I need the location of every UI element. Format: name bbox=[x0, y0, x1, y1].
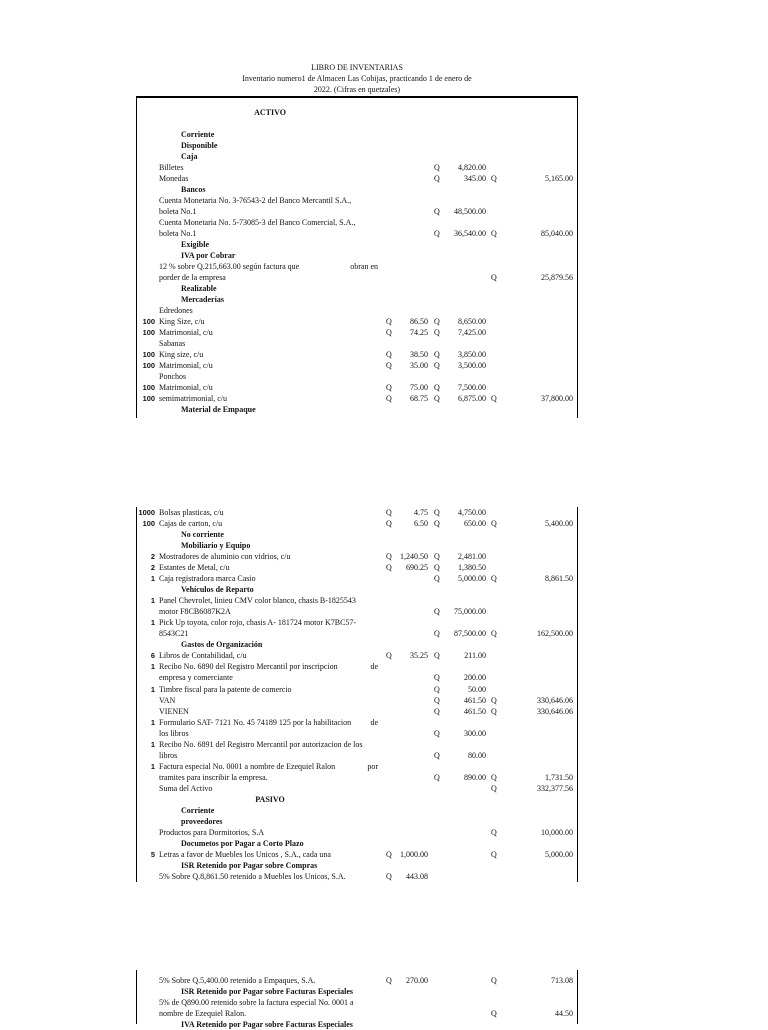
quantity-cell: 100 bbox=[142, 383, 155, 392]
amount-currency: Q bbox=[434, 394, 440, 403]
account-group-row bbox=[159, 816, 599, 827]
amount-currency: Q bbox=[434, 728, 440, 738]
ledger-row bbox=[137, 739, 577, 750]
ledger-row bbox=[137, 975, 577, 986]
total-currency: Q bbox=[491, 519, 497, 529]
description-cell: Ponchos bbox=[159, 372, 187, 381]
account-group-heading: IVA por Cobrar bbox=[181, 251, 236, 260]
description-cell: Cajas de carton, c/u bbox=[159, 519, 223, 529]
amount-currency: Q bbox=[434, 684, 440, 694]
amount-cell: 890.00 bbox=[464, 772, 486, 782]
account-group-row bbox=[159, 639, 599, 650]
description-cell: nombre de Ezequiel Ralon. bbox=[159, 1009, 247, 1018]
total-currency: Q bbox=[491, 629, 497, 639]
ledger-row bbox=[137, 551, 577, 562]
description-cell: libros bbox=[159, 750, 178, 760]
amount-cell: 3,850.00 bbox=[458, 350, 486, 359]
description-cell: 12 % sobre Q.215,663.00 según factura que bbox=[159, 262, 300, 271]
amount-currency: Q bbox=[434, 695, 440, 705]
total-currency: Q bbox=[491, 273, 497, 282]
description-cell: Mostradores de aluminio con vidrios, c/u bbox=[159, 552, 291, 562]
total-currency: Q bbox=[491, 174, 497, 183]
account-group-row bbox=[159, 540, 599, 551]
quantity-cell: 1 bbox=[150, 596, 155, 606]
unit-price-currency: Q bbox=[386, 328, 392, 337]
amount-currency: Q bbox=[434, 163, 440, 172]
account-group-row bbox=[159, 129, 599, 140]
unit-price-cell: 4.75 bbox=[414, 508, 428, 517]
quantity-cell: 2 bbox=[150, 563, 155, 573]
ledger-row bbox=[137, 228, 577, 239]
total-currency: Q bbox=[491, 976, 497, 985]
unit-price-cell: 86.50 bbox=[410, 317, 428, 326]
ledger-row bbox=[137, 772, 577, 783]
account-group-heading: Disponible bbox=[181, 141, 218, 150]
document-subtitle-line-1: Inventario numero1 de Almacen Las Cobijas, practicando 1 de enero de bbox=[242, 74, 472, 83]
amount-currency: Q bbox=[434, 519, 440, 529]
ledger-row bbox=[137, 628, 577, 639]
ledger-row bbox=[137, 1008, 577, 1019]
description-cell: Cuenta Monetaria No. 3-76543-2 del Banco Mercantil S.A., bbox=[159, 196, 352, 205]
amount-currency: Q bbox=[434, 207, 440, 216]
unit-price-currency: Q bbox=[386, 394, 392, 403]
description-continuation: de bbox=[370, 717, 378, 727]
description-cell: Monedas bbox=[159, 174, 189, 183]
unit-price-cell: 68.75 bbox=[410, 394, 428, 403]
description-cell: Letras a favor de Muebles los Unicos , S.A., cada una bbox=[159, 849, 331, 859]
description-cell: porder de la empresa bbox=[159, 273, 226, 282]
description-cell: Libros de Contabilidad, c/u bbox=[159, 651, 247, 661]
unit-price-currency: Q bbox=[386, 849, 392, 859]
account-group-row bbox=[159, 283, 599, 294]
ledger-row bbox=[137, 562, 577, 573]
unit-price-cell: 1,000.00 bbox=[400, 849, 428, 859]
total-cell: 332,377.56 bbox=[537, 783, 573, 793]
account-group-heading: Caja bbox=[181, 152, 198, 161]
ledger-row bbox=[137, 518, 577, 529]
description-cell: Pick Up toyota, color rojo, chasis A- 181724 motor K7BC57- bbox=[159, 618, 357, 628]
amount-currency: Q bbox=[434, 383, 440, 392]
description-cell: 5% Sobre Q.5,400.00 retenido a Empaques, S.A. bbox=[159, 976, 316, 985]
account-group-row bbox=[159, 584, 599, 595]
account-group-heading: ISR Retenido por Pagar sobre Facturas Especiales bbox=[181, 987, 353, 996]
ledger-row bbox=[137, 672, 577, 683]
ledger-row bbox=[137, 997, 577, 1008]
total-cell: 85,040.00 bbox=[541, 229, 573, 238]
amount-cell: 80.00 bbox=[468, 750, 486, 760]
unit-price-cell: 690.25 bbox=[406, 563, 428, 573]
amount-cell: 461.50 bbox=[464, 695, 486, 705]
amount-cell: 211.00 bbox=[464, 651, 486, 661]
ledger-section-activo bbox=[136, 96, 578, 418]
description-cell: Formulario SAT- 7121 No. 45 74189 125 por la habilitacion bbox=[159, 717, 352, 727]
total-currency: Q bbox=[491, 574, 497, 584]
quantity-cell: 100 bbox=[142, 361, 155, 370]
unit-price-cell: 35.00 bbox=[410, 361, 428, 370]
account-group-heading: IVA Retenido por Pagar sobre Facturas Especiales bbox=[181, 1020, 353, 1029]
document-subtitle-line-2: 2022. (Cifras en quetzales) bbox=[313, 85, 401, 94]
description-cell: VIENEN bbox=[159, 706, 189, 716]
description-cell: Factura especial No. 0001 a nombre de Ezequiel Ralon bbox=[159, 761, 336, 771]
account-group-heading: Gastos de Organización bbox=[181, 640, 263, 650]
description-continuation: por bbox=[367, 761, 378, 771]
account-group-heading: Corriente bbox=[181, 130, 215, 139]
ledger-row bbox=[137, 783, 577, 794]
description-cell: 5% Sobre Q.8,861.50 retenido a Muebles los Unicos, S.A. bbox=[159, 872, 346, 882]
amount-currency: Q bbox=[434, 607, 440, 617]
quantity-cell: 1 bbox=[150, 574, 155, 584]
description-cell: Productos para Dormitorios, S.A bbox=[159, 827, 265, 837]
ledger-row bbox=[137, 706, 577, 717]
unit-price-currency: Q bbox=[386, 563, 392, 573]
account-group-heading: Documetos por Pagar a Corto Plazo bbox=[181, 838, 304, 848]
total-currency: Q bbox=[491, 783, 497, 793]
unit-price-currency: Q bbox=[386, 350, 392, 359]
account-group-row bbox=[159, 860, 599, 871]
total-cell: 37,800.00 bbox=[541, 394, 573, 403]
account-group-heading: Realizable bbox=[181, 284, 217, 293]
ledger-row bbox=[137, 595, 577, 606]
total-cell: 8,861.50 bbox=[545, 574, 573, 584]
amount-cell: 36,540.00 bbox=[454, 229, 486, 238]
amount-currency: Q bbox=[434, 350, 440, 359]
ledger-section-pasivo-continued bbox=[136, 970, 578, 1029]
amount-currency: Q bbox=[434, 552, 440, 562]
description-cell: Recibo No. 6890 del Registro Mercantil por inscripcion bbox=[159, 662, 338, 672]
account-group-heading: Mercaderías bbox=[181, 295, 224, 304]
ledger-row bbox=[137, 393, 577, 404]
description-cell: Cuenta Monetaria No. 5-73085-3 del Banco Comercial, S.A., bbox=[159, 218, 356, 227]
ledger-row bbox=[137, 272, 577, 283]
quantity-cell: 1 bbox=[150, 761, 155, 771]
section-heading: PASIVO bbox=[255, 794, 285, 804]
ledger-row bbox=[137, 684, 577, 695]
unit-price-currency: Q bbox=[386, 976, 392, 985]
unit-price-currency: Q bbox=[386, 552, 392, 562]
ledger-row bbox=[137, 195, 577, 206]
amount-cell: 345.00 bbox=[464, 174, 486, 183]
account-group-row bbox=[159, 838, 599, 849]
description-cell: empresa y comerciante bbox=[159, 673, 233, 683]
ledger-row bbox=[137, 871, 577, 882]
quantity-cell: 1 bbox=[150, 662, 155, 672]
account-group-heading: Exigible bbox=[181, 240, 210, 249]
total-currency: Q bbox=[491, 229, 497, 238]
account-group-row bbox=[159, 1019, 599, 1030]
account-group-heading: Bancos bbox=[181, 185, 206, 194]
quantity-cell: 100 bbox=[142, 317, 155, 326]
description-cell: Estantes de Metal, c/u bbox=[159, 563, 230, 573]
ledger-row bbox=[137, 327, 577, 338]
description-cell: King Size, c/u bbox=[159, 317, 205, 326]
total-cell: 5,000.00 bbox=[545, 849, 573, 859]
total-currency: Q bbox=[491, 1009, 497, 1018]
section-heading-row bbox=[137, 107, 403, 118]
quantity-cell: 100 bbox=[142, 394, 155, 403]
account-group-heading: Mobiliario y Equipo bbox=[181, 541, 251, 551]
amount-cell: 87,500.00 bbox=[454, 629, 486, 639]
ledger-row bbox=[137, 316, 577, 327]
ledger-row bbox=[137, 217, 577, 228]
ledger-row bbox=[137, 695, 577, 706]
ledger-row bbox=[137, 206, 577, 217]
account-group-row bbox=[159, 239, 599, 250]
unit-price-currency: Q bbox=[386, 361, 392, 370]
description-cell: 5% de Q890.00 retenido sobre la factura especial No. 0001 a bbox=[159, 998, 354, 1007]
total-cell: 330,646.06 bbox=[537, 695, 573, 705]
total-currency: Q bbox=[491, 849, 497, 859]
description-cell: boleta No.1 bbox=[159, 207, 197, 216]
description-cell: motor F8CB6087K2A bbox=[159, 607, 231, 617]
account-group-row bbox=[159, 294, 599, 305]
unit-price-currency: Q bbox=[386, 383, 392, 392]
ledger-row bbox=[137, 717, 577, 728]
amount-currency: Q bbox=[434, 328, 440, 337]
description-cell: VAN bbox=[159, 695, 176, 705]
amount-currency: Q bbox=[434, 629, 440, 639]
quantity-cell: 100 bbox=[142, 350, 155, 359]
account-group-heading: Vehículos de Reparto bbox=[181, 585, 254, 595]
section-heading: ACTIVO bbox=[254, 108, 286, 117]
account-group-heading: No corriente bbox=[181, 530, 224, 540]
amount-cell: 1,380.50 bbox=[458, 563, 486, 573]
ledger-row bbox=[137, 617, 577, 628]
total-currency: Q bbox=[491, 695, 497, 705]
ledger-row bbox=[137, 849, 577, 860]
account-group-row bbox=[159, 151, 599, 162]
total-currency: Q bbox=[491, 772, 497, 782]
unit-price-cell: 270.00 bbox=[406, 976, 428, 985]
unit-price-currency: Q bbox=[386, 508, 392, 517]
amount-cell: 3,500.00 bbox=[458, 361, 486, 370]
quantity-cell: 1 bbox=[150, 618, 155, 628]
unit-price-cell: 75.00 bbox=[410, 383, 428, 392]
ledger-row bbox=[137, 261, 577, 272]
account-group-row bbox=[159, 404, 599, 415]
ledger-row bbox=[137, 650, 577, 661]
unit-price-currency: Q bbox=[386, 519, 392, 529]
ledger-row bbox=[137, 349, 577, 360]
ledger-row bbox=[137, 606, 577, 617]
amount-currency: Q bbox=[434, 508, 440, 517]
total-cell: 330,646.06 bbox=[537, 706, 573, 716]
account-group-row bbox=[159, 184, 599, 195]
description-cell: tramites para inscribir la empresa. bbox=[159, 772, 268, 782]
description-cell: King size, c/u bbox=[159, 350, 204, 359]
total-cell: 44.50 bbox=[555, 1009, 573, 1018]
quantity-cell: 2 bbox=[150, 552, 155, 562]
quantity-cell: 1 bbox=[150, 717, 155, 727]
ledger-row bbox=[137, 761, 577, 772]
ledger-section-continued bbox=[136, 507, 578, 882]
ledger-row bbox=[137, 173, 577, 184]
account-group-heading: Corriente bbox=[181, 805, 215, 815]
amount-cell: 4,820.00 bbox=[458, 163, 486, 172]
ledger-row bbox=[137, 507, 577, 518]
ledger-row bbox=[137, 728, 577, 739]
account-group-heading: proveedores bbox=[181, 816, 223, 826]
description-cell: Caja registradora marca Casio bbox=[159, 574, 256, 584]
ledger-row bbox=[137, 382, 577, 393]
ledger-row bbox=[137, 573, 577, 584]
description-cell: Sabanas bbox=[159, 339, 186, 348]
amount-cell: 650.00 bbox=[464, 519, 486, 529]
amount-currency: Q bbox=[434, 174, 440, 183]
amount-currency: Q bbox=[434, 706, 440, 716]
quantity-cell: 100 bbox=[142, 328, 155, 337]
ledger-row bbox=[137, 371, 577, 382]
amount-cell: 48,500.00 bbox=[454, 207, 486, 216]
unit-price-cell: 35.25 bbox=[410, 651, 428, 661]
amount-currency: Q bbox=[434, 361, 440, 370]
amount-cell: 50.00 bbox=[468, 684, 486, 694]
ledger-row bbox=[137, 338, 577, 349]
amount-cell: 7,500.00 bbox=[458, 383, 486, 392]
description-cell: semimatrimonial, c/u bbox=[159, 394, 227, 403]
ledger-row bbox=[137, 827, 577, 838]
amount-cell: 2,481.00 bbox=[458, 552, 486, 562]
total-cell: 162,500.00 bbox=[537, 629, 573, 639]
amount-currency: Q bbox=[434, 772, 440, 782]
description-cell: 8543C21 bbox=[159, 629, 189, 639]
document-title: LIBRO DE INVENTARIAS bbox=[311, 63, 403, 72]
quantity-cell: 1 bbox=[150, 684, 155, 694]
amount-currency: Q bbox=[434, 317, 440, 326]
description-cell: los libros bbox=[159, 728, 189, 738]
description-continuation: de bbox=[370, 662, 378, 672]
amount-currency: Q bbox=[434, 574, 440, 584]
total-currency: Q bbox=[491, 827, 497, 837]
description-cell: Bolsas plasticas, c/u bbox=[159, 508, 224, 517]
section-heading-row bbox=[137, 794, 403, 805]
ledger-row bbox=[137, 750, 577, 761]
account-group-row bbox=[159, 140, 599, 151]
unit-price-cell: 443.08 bbox=[406, 872, 428, 882]
document-header bbox=[136, 62, 578, 95]
amount-cell: 300.00 bbox=[464, 728, 486, 738]
unit-price-cell: 1,240.50 bbox=[400, 552, 428, 562]
total-cell: 1,731.50 bbox=[545, 772, 573, 782]
amount-cell: 461.50 bbox=[464, 706, 486, 716]
description-cell: Matrimonial, c/u bbox=[159, 361, 213, 370]
amount-cell: 4,750.00 bbox=[458, 508, 486, 517]
description-cell: Billetes bbox=[159, 163, 184, 172]
unit-price-cell: 74.25 bbox=[410, 328, 428, 337]
total-cell: 5,400.00 bbox=[545, 519, 573, 529]
unit-price-currency: Q bbox=[386, 872, 392, 882]
account-group-heading: Material de Empaque bbox=[181, 405, 256, 414]
quantity-cell: 100 bbox=[142, 519, 155, 529]
description-cell: Matrimonial, c/u bbox=[159, 328, 213, 337]
description-cell: Timbre fiscal para la patente de comercio bbox=[159, 684, 292, 694]
account-group-row bbox=[159, 250, 599, 261]
description-cell: Panel Chevrolet, linieu CMV color blanco, chasis B-1825543 bbox=[159, 596, 356, 606]
unit-price-currency: Q bbox=[386, 651, 392, 661]
ledger-row bbox=[137, 661, 577, 672]
amount-cell: 5,000.00 bbox=[458, 574, 486, 584]
quantity-cell: 6 bbox=[150, 651, 155, 661]
amount-currency: Q bbox=[434, 750, 440, 760]
quantity-cell: 1 bbox=[150, 739, 155, 749]
ledger-row bbox=[137, 360, 577, 371]
amount-cell: 8,650.00 bbox=[458, 317, 486, 326]
description-cell: Edredones bbox=[159, 306, 193, 315]
ledger-row bbox=[137, 305, 577, 316]
total-cell: 10,000.00 bbox=[541, 827, 573, 837]
description-cell: Suma del Activo bbox=[159, 783, 213, 793]
account-group-heading: ISR Retenido por Pagar sobre Compras bbox=[181, 861, 318, 870]
total-cell: 5,165.00 bbox=[545, 174, 573, 183]
amount-currency: Q bbox=[434, 651, 440, 661]
amount-cell: 6,875.00 bbox=[458, 394, 486, 403]
account-group-row bbox=[159, 529, 599, 540]
unit-price-currency: Q bbox=[386, 317, 392, 326]
total-cell: 713.08 bbox=[551, 976, 573, 985]
amount-cell: 7,425.00 bbox=[458, 328, 486, 337]
account-group-row bbox=[159, 805, 599, 816]
amount-currency: Q bbox=[434, 229, 440, 238]
quantity-cell: 1000 bbox=[138, 508, 155, 517]
description-cell: Recibo No. 6891 del Registro Mercantil por autorizacion de los bbox=[159, 739, 363, 749]
description-continuation: obran en bbox=[350, 262, 378, 271]
ledger-row bbox=[137, 162, 577, 173]
total-cell: 25,879.56 bbox=[541, 273, 573, 282]
amount-cell: 75,000.00 bbox=[454, 607, 486, 617]
unit-price-cell: 6.50 bbox=[414, 519, 428, 529]
quantity-cell: 5 bbox=[150, 849, 155, 859]
description-cell: boleta No.1 bbox=[159, 229, 197, 238]
description-cell: Matrimonial, c/u bbox=[159, 383, 213, 392]
amount-cell: 200.00 bbox=[464, 673, 486, 683]
account-group-row bbox=[159, 986, 599, 997]
total-currency: Q bbox=[491, 394, 497, 403]
amount-currency: Q bbox=[434, 563, 440, 573]
total-currency: Q bbox=[491, 706, 497, 716]
amount-currency: Q bbox=[434, 673, 440, 683]
unit-price-cell: 38.50 bbox=[410, 350, 428, 359]
